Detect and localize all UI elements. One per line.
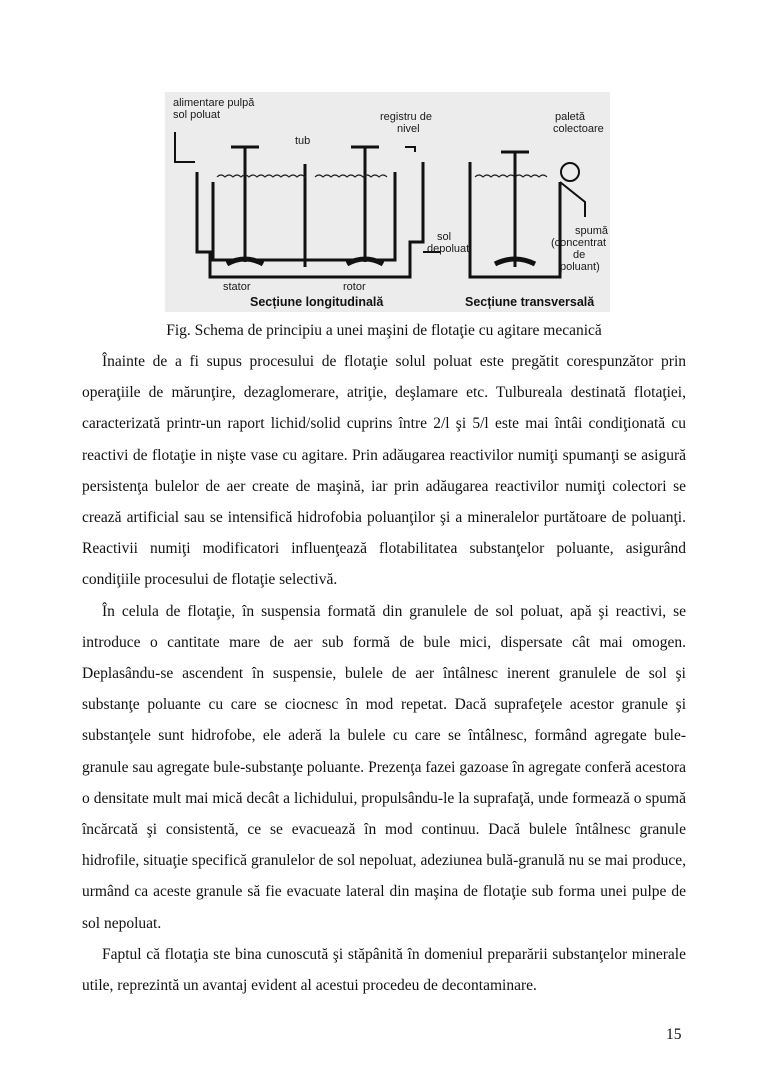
paragraph: Faptul că flotaţia ste bina cunoscută şi stăpânită în domeniul preparării substanţelor minerale utile, reprezintă un avantaj evident al acestui procedeu de decontaminare. bbox=[82, 945, 686, 995]
label-collector-paddle: paletă colectoare bbox=[553, 111, 604, 135]
label-level-register: registru de nivel bbox=[380, 111, 432, 135]
label-depolluted-soil: sol depoluat bbox=[427, 231, 470, 255]
label-longitudinal-section: Secțiune longitudinală bbox=[250, 295, 384, 309]
paragraph: Înainte de a fi supus procesului de flotaţie solul poluat este pregătit corespunzător prin operaţiile de mărunţire, dezaglomerare, atriţie, deşlamare etc. Tulbureala destinată flotaţiei, caracterizată printr-un raport lichid/solid cuprins între 2/l şi 5/l este mai întâi condiţionată cu reactivi de flotaţie in nişte vase cu agitare. Prin adăugarea reactivilor numiţi spumanţi se asigură persistenţa bulelor de aer create de maşină, iar prin adăugarea reactivilor numiţi colectori se crează artificial sau se intensifică hidrofobia poluanţilor şi a mineralelor purtătoare de poluanţi. Reactivii numiţi modificatori influenţează flotabilitatea substanţelor poluante, asigurând condiţiile procesului de flotaţie selectivă. bbox=[82, 353, 686, 589]
paragraph: În celula de flotaţie, în suspensia formată din granulele de sol poluat, apă şi reactivi, se introduce o cantitate mare de aer sub formă de bule mici, dispersate cât mai omogen. Deplasându-se ascendent în suspensie, bulele de aer întâlnesc inerent granulele de sol şi substanţe poluante cu care se ciocnesc în mod repetat. Dacă suprafeţele acestor granule şi substanţele sunt hidrofobe, ele aderă la bulele cu care se întâlnesc, formând agregate bule-granule sau agregate bule-substanţe poluante. Prezenţa fazei gazoase în agregate conferă acestora o densitate mult mai mică decât a lichidului, propulsându-le la suprafaţă, unde formează o spumă încărcată şi consistentă, ce se evacuează în mod continuu. Dacă bulele întâlnesc granule hidrofile, situaţie specifică granulelor de sol nepoluat, adeziunea bulă-granulă nu se mai produce, urmând ca aceste granule să fie evacuate lateral din maşina de flotaţie sub forma unei pulpe de sol nepoluat. bbox=[82, 602, 686, 932]
label-tube: tub bbox=[295, 135, 311, 147]
label-foam: spumă (concentrat de poluant) bbox=[551, 225, 609, 273]
page-number: 15 bbox=[666, 1026, 682, 1043]
body-text bbox=[82, 346, 686, 1001]
figure-caption: Fig. Schema de principiu a unei maşini de flotaţie cu agitare mecanică bbox=[166, 322, 602, 339]
flotation-diagram bbox=[165, 92, 610, 312]
flotation-machine-figure bbox=[165, 92, 610, 312]
label-rotor: rotor bbox=[343, 281, 366, 293]
label-feed: alimentare pulpă sol poluat bbox=[173, 97, 255, 121]
label-transverse-section: Secțiune transversală bbox=[465, 295, 595, 309]
label-stator: stator bbox=[223, 281, 251, 293]
